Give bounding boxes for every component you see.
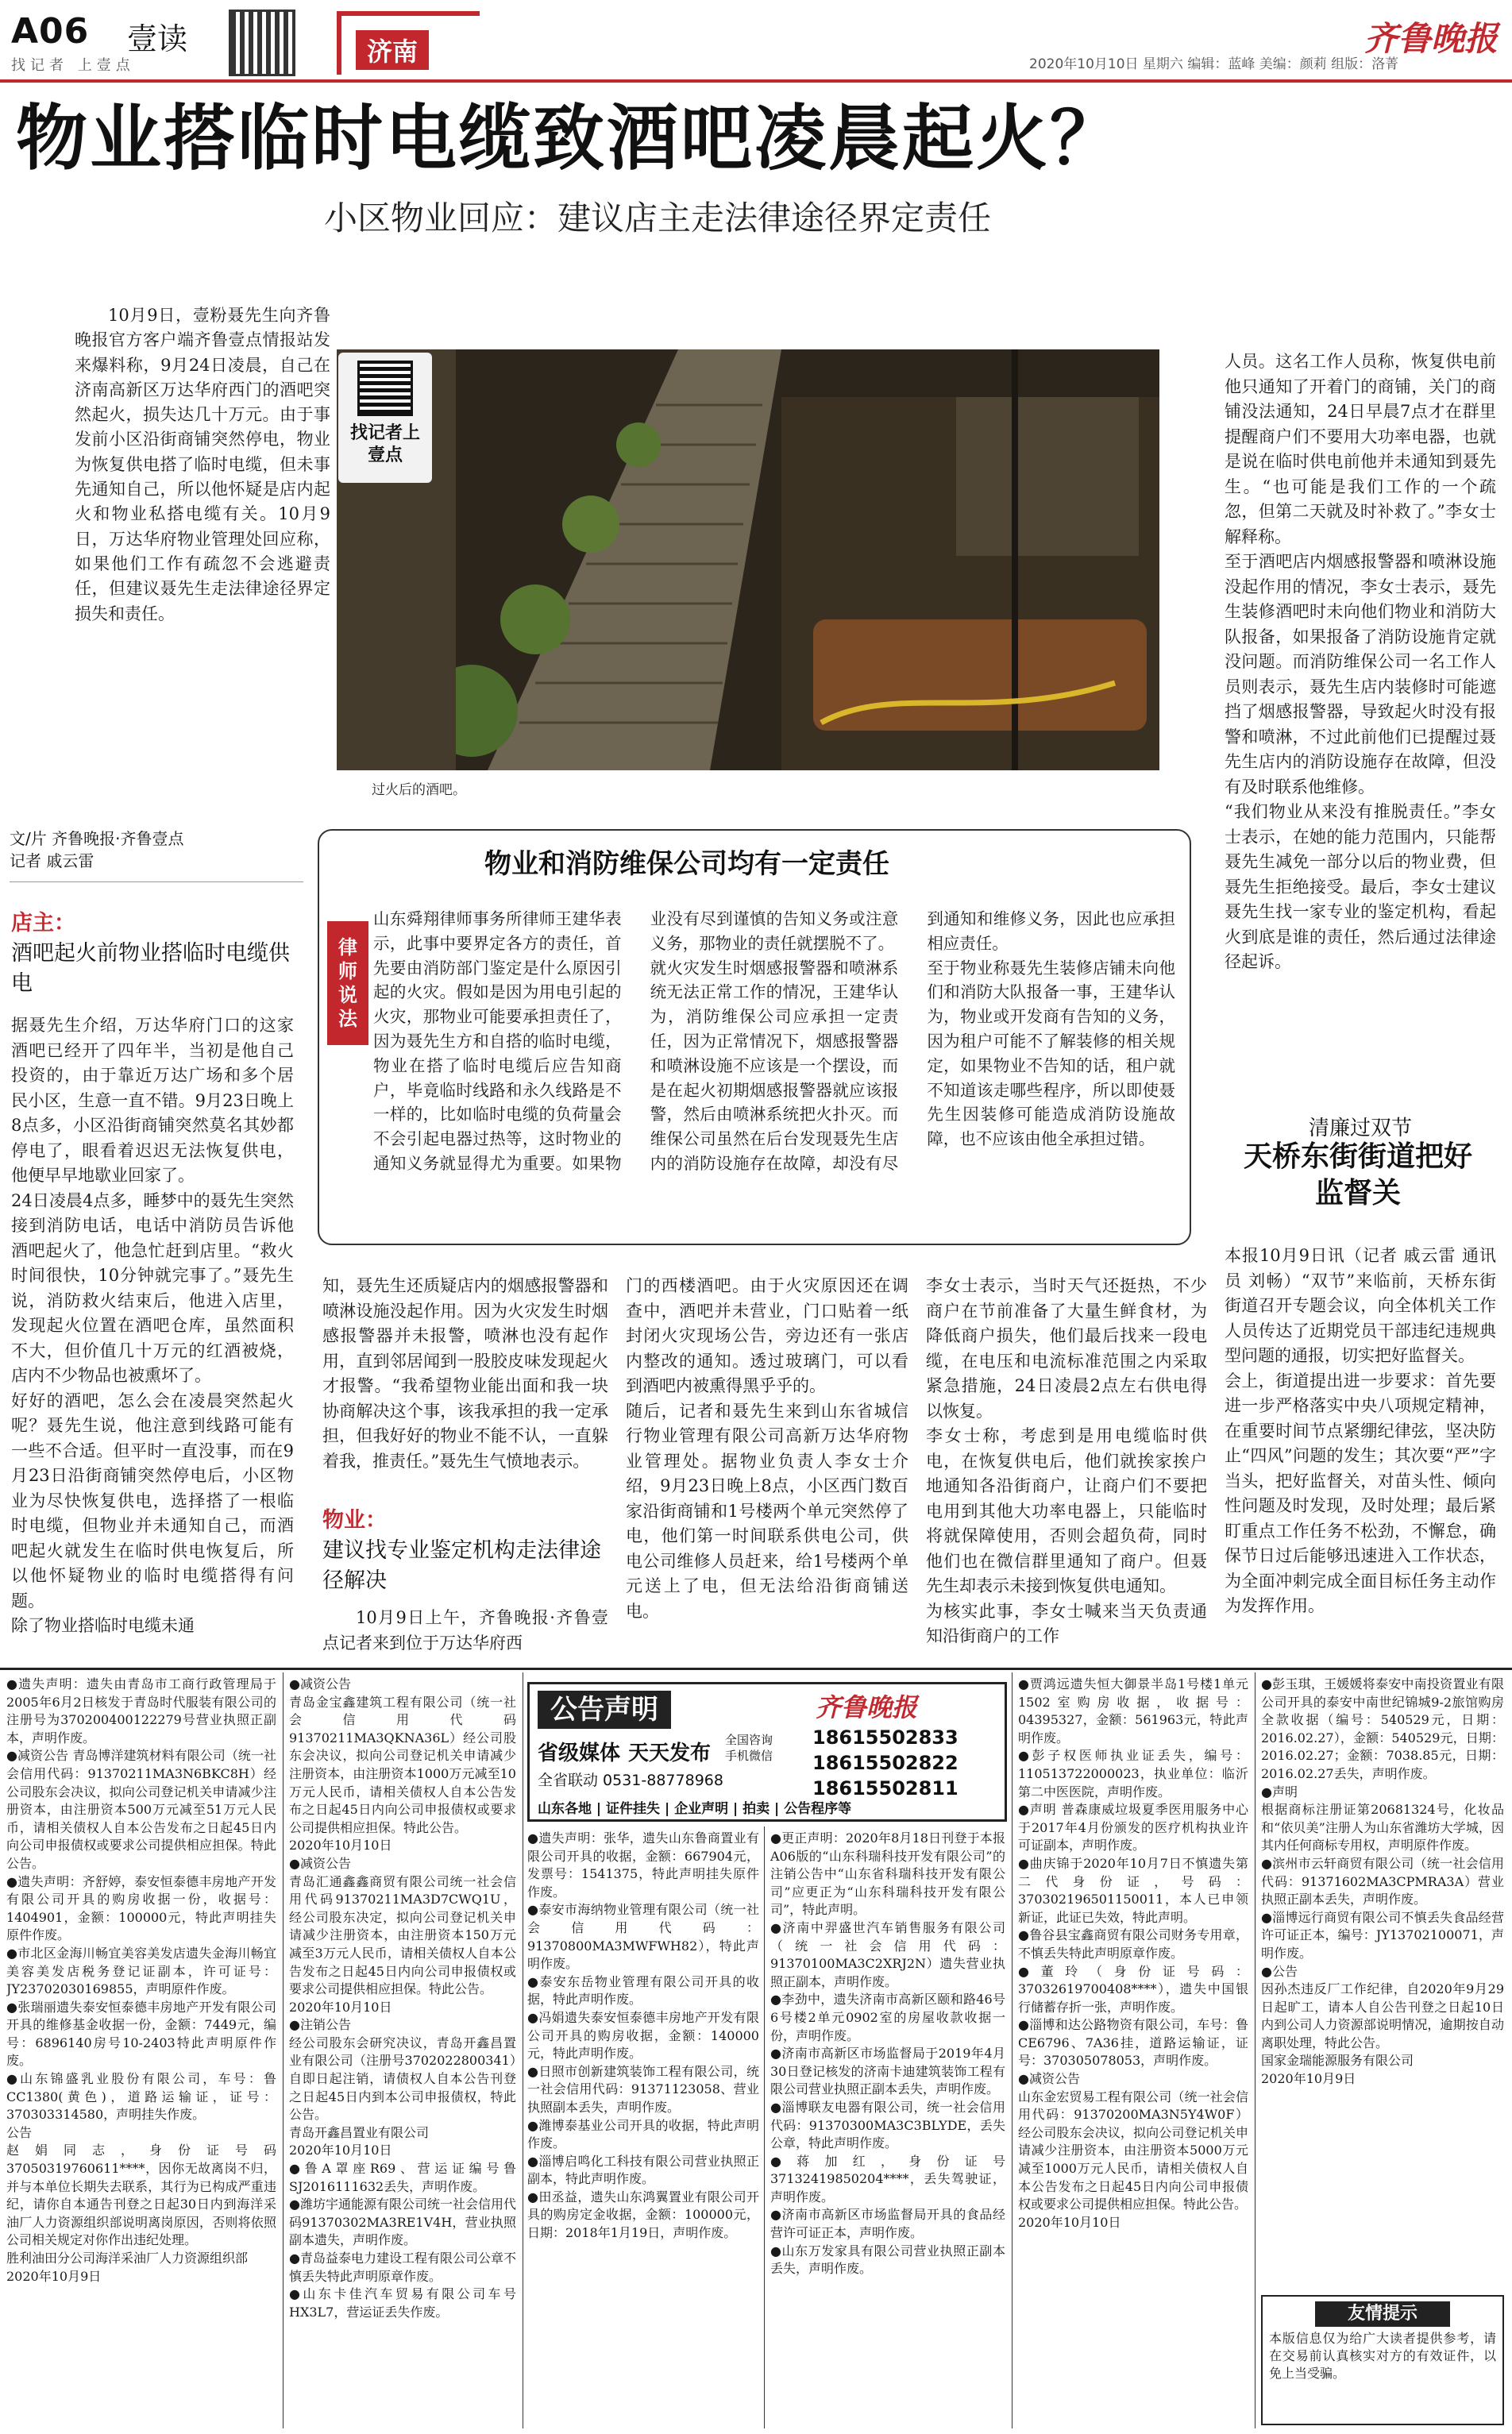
lawyer-tag: 律师说法 [327,921,368,1045]
byline-source: 文/片 齐鲁晚报·齐鲁壹点 [10,829,184,848]
badge-text: 找记者上壹点 [349,423,420,465]
ads-col-2: ●减资公告 青岛金宝鑫建筑工程有限公司（统一社会信用代码91370211MA3QKNA36L）经公司股东会决议，拟向公司登记机关申请减少注册资本，由注册资本1000万元减至10万元人民币，请相关债权人自本公告发布之日起45日内向公司申报债权或要求公司提供相应担保。特此公告。 2020年10月10日 ●减资公告 青岛汇通鑫鑫商贸有限公司统一社会信用代码91370211MA3D7CWQ1U，经公司股东决定，拟向公司登记机关申请减少注册资本，由注册资本150万元减至3万元人民币，请相关债权人自本公告发布之日起45日内向公司申报债权或要求公司提供相应担保。特此公告。 2020年10月10日 ●注销公告 经公司股东会研究决议，青岛开鑫昌置业有限公司（注册号3702022800341）自即日起注销，请债权人自本公告刊登之日起45日内到本公司申报债权，特此公告。 青岛开鑫昌置业有限公司 2020年10月10日 ●鲁A罩座R69、营运证编号鲁SJ2016111632丢失，声明作废。 ●潍坊宇通能源有限公司统一社会信用代码91370302MA3RE1V4H，营业执照副本遗失，声明作废。 ●青岛益泰电力建设工程有限公司公章不慎丢失特此声明原章作废。 ●山东卡佳汽车贸易有限公司车号HX3L7，营运证丢失作废。 [289,1676,516,2320]
subheadline: 小区物业回应：建议店主走法律途径界定责任 [324,199,992,237]
subhead-1-text: 酒吧起火前物业搭临时电缆供电 [11,941,290,996]
article-col-1: 据聂先生介绍，万达华府门口的这家酒吧已经开了四年半，当初是他自己投资的，由于靠近万达广场和多个居民小区，生意一直不错。9月23日晚上8点多，小区沿街商铺突然莫名其妙都停电了，眼看着迟迟无法恢复供电，他便早早地歇业回家了。 24日凌晨4点多，睡梦中的聂先生突然接到消防电话，电话中消防员告诉他酒吧起火了，他急忙赶到店里。“救火时间很快，10分钟就完事了。”聂先生说，消防救火结束后，他进入店里，发现起火位置在酒吧仓库，虽然面积不大，但价值几十万元的红酒被烧，店内不少物品也被熏坏了。 好好的酒吧，怎么会在凌晨突然起火呢？聂先生说，他注意到线路可能有一些不合适。但平时一直没事，而在9月23日沿街商铺突然停电后，小区物业为尽快恢复供电，选择搭了一根临时电缆，但物业并未通知自己，而酒吧起火就发生在临时供电恢复后，所以他怀疑物业的临时电缆搭得有问题。 除了物业搭临时电缆未通 [11,1016,294,1635]
article-col-3: 门的西楼酒吧。由于火灾原因还在调查中，酒吧并未营业，门口贴着一纸封闭火灾现场公告，旁边还有一张店内整改的通知。透过玻璃门，可以看到酒吧内被熏得黑乎乎的。 随后，记者和聂先生来到山东省城信行物业管理有限公司高新万达华府物业管理处。据物业负责人李女士介绍，9月23日晚上8点，小区西门数百家沿街商铺和1号楼两个单元突然停了电，他们第一时间联系供电公司，供电公司维修人员赶来，给1号楼两个单元送上了电，但无法给沿街商铺送电。 [626,1276,908,1621]
lawyer-body: 山东舜翔律师事务所律师王建华表示，此事中要界定各方的责任，首先要由消防部门鉴定是什么原因引起的火灾。假如是因为用电引起的火灾，那物业可能要承担责任了，因为聂先生方和自搭的临时电缆，物业在搭了临时电缆后应告知商户，毕竟临时线路和永久线路是不一样的，比如临时电缆的负荷量会不会引起电器过热等，这时物业的通知义务就显得尤为重要。如果物业没有尽到谨慎的告知义务或注意义务，那物业的责任就摆脱不了。 就火灾发生时烟感报警器和喷淋系统无法正常工作的情况，王建华认为，消防维保公司应承担一定责任，因为正常情况下，烟感报警器和喷淋设施不应该是一个摆设，而是在起火初期烟感报警器就应该报警，然后由喷淋系统把火扑灭。而维保公司虽然在后台发现聂先生店内的消防设施存在故障，却没有尽到通知和维修义务，因此也应承担相应责任。 至于物业称聂先生装修店铺未向他们和消防大队报备一事，王建华认为，物业或开发商有告知的义务，因为租户可能不了解装修的相关规定，如果物业不告知的话，租户就不知道该走哪些程序，所以即使聂先生因装修可能造成消防设施故障，也不应该由他全承担过错。 [373,909,1175,1173]
photo-scene [337,349,1159,770]
subhead-2-label: 物业： [322,1508,387,1533]
brand-logo: 齐鲁晚报 [1364,19,1498,58]
byline-rule [10,881,303,882]
subhead-1-label: 店主： [11,911,75,935]
ad-banner-phone-3: 18615502811 [812,1777,958,1799]
tips-body: 本版信息仅为给广大读者提供参考，请在交易前认真核实对方的有效证件，以免上当受骗。 [1269,2331,1496,2381]
lead-paragraph: 10月9日，壹粉聂先生向齐鲁晚报官方客户端齐鲁壹点情报站发来爆料称，9月24日凌晨，自己在济南高新区万达华府西门的酒吧突然起火，损失达几十万元。由于事发前小区沿街商铺突然停电，物业为恢复供电搭了临时电缆，但未事先通知自己，所以他怀疑是店内起火和物业私搭电缆有关。10月9日，万达华府物业管理处回应称，如果他们工作有疏忽不会逃避责任，但建议聂先生走法律途径界定损失和责任。 [75,306,330,623]
section-name: 壹读 [127,21,188,56]
ads-divider-1 [283,1672,284,2428]
article-col-2: 知，聂先生还质疑店内的烟感报警器和喷淋设施没起作用。因为火灾发生时烟感报警器并未报警，喷淋也没有起作用，直到邻居闻到一股胶皮味发现起火才报警。“我希望物业能出面和我一块协商解决这个事，该我承担的我一定承担，但我好好的物业不能不认，一直躲着我，推责任。”聂先生气愤地表示。 [322,1276,608,1471]
page-meta: 2020年10月10日 星期六 编辑：蓝峰 美编：颜莉 组版：洛菁 [1029,56,1399,72]
photo-caption: 过火后的酒吧。 [372,782,466,798]
city-tag: 济南 [356,30,429,70]
ads-divider-3 [764,1826,765,2428]
ad-banner-title: 公告声明 [538,1691,671,1729]
subhead-property [322,1506,608,1596]
subhead-store-owner [11,908,305,999]
ad-banner-tags: 山东各地 | 证件挂失 | 企业声明 | 拍卖 | 公告程序等 [538,1801,852,1817]
header-rule [0,79,1512,83]
ad-banner-brand: 齐鲁晚报 [816,1692,918,1722]
article-col-5: 人员。这名工作人员称，恢复供电前他只通知了开着门的商铺，关门的商铺没法通知，24日早晨7点才在群里提醒商户们不要用大功率电器，也就是说在临时供电前他并未通知到聂先生。“也可能是我们工作的一个疏忽，但第二天就及时补救了。”李女士解释称。 至于酒吧店内烟感报警器和喷淋设施没起作用的情况，李女士表示，聂先生装修酒吧时未向他们物业和消防大队报备，如果报备了消防设施肯定就没问题。而消防维保公司一名工作人员则表示，聂先生店内装修时可能遮挡了烟感报警器，导致起火时没有报警和喷淋，不过此前他们已提醒过聂先生店内的消防设施存在故障，但没有及时联系他维修。 “我们物业从来没有推脱责任。”李女士表示，在她的能力范围内，只能帮聂先生减免一部分以后的物业费，但聂先生拒绝接受。最后，李女士建议聂先生找一家专业的鉴定机构，看起火到底是谁的责任，然后通过法律途径起诉。 [1225,352,1496,971]
headline: 物业搭临时电缆致酒吧凌晨起火？ [16,97,1124,180]
ads-col-5: ●贾鸿远遗失恒大御景半岛1号楼1单元1502室购房收据，收据号：04395327，金额：561963元，特此声明作废。 ●彭子权医师执业证丢失，编号：110513722000023，执业单位：临沂第二中医医院，声明作废。 ●声明 普森康威垃圾夏季医用服务中心于2017年4月份颁发的医疗机构执业许可证副本，声明作废。 ●曲庆锦于2020年10月7日不慎遗失第二代身份证，号码：370302196501150011，本人已申领新证，此证已失效，特此声明。 ●鲁谷县宝鑫商贸有限公司财务专用章，不慎丢失特此声明原章作废。 ●董玲（身份证号码：37032619700408****），遗失中国银行储蓄存折一张，声明作废。 ●淄博和达公路物资有限公司，车号：鲁CE6796、7A36挂，道路运输证，证号：370305078053，声明作废。 ●减资公告 山东金宏贸易工程有限公司（统一社会信用代码：91370200MA3N5Y4W0F）经公司股东会决议，拟向公司登记机关申请减少注册资本，由注册资本5000万元减至1000万元人民币，请相关债权人自本公告发布之日起45日内向公司申报债权或要求公司提供相应担保。特此公告。 2020年10月10日 [1018,1676,1248,2230]
ad-banner-slogan-1: 省级媒体 [538,1742,621,1765]
editors-line: 找记者 上壹点 [11,57,135,74]
ad-banner-slogan-2: 天天发布 [628,1742,712,1765]
tips-title: 友情提示 [1315,2301,1450,2327]
article-col-2b: 10月9日上午，齐鲁晚报·齐鲁壹点记者来到位于万达华府西 [322,1608,608,1653]
ad-banner-hotline: 全省联动 0531-88778968 [538,1772,723,1789]
ad-banner-phone-1: 18615502833 [812,1726,958,1749]
ads-col-3: ●遗失声明：张华，遗失山东鲁商置业有限公司开具的收据，金额：667904元，发票号：1541375，特此声明挂失原件作废。 ●泰安市海纳物业管理有限公司（统一社会信用代码：91370800MA3MWFWH82），特此声明作废。 ●泰安东岳物业管理有限公司开具的收据，特此声明作废。 ●冯娟遗失泰安恒泰德丰房地产开发有限公司开具的购房收据，金额：140000元，特此声明作废。 ●日照市创新建筑装饰工程有限公司，统一社会信用代码：91371123058、营业执照副本丢失，声明作废。 ●潍博泰基业公司开具的收据，特此声明作废。 ●淄博启鸣化工科技有限公司营业执照正副本，特此声明作废。 ●田丞益，遗失山东鸿翼置业有限公司开具的购房定金收据，金额：100000元，日期：2018年1月19日，声明作废。 [527,1830,759,2241]
ad-banner [527,1682,1007,1822]
side-kicker: 清廉过双节 [1309,1117,1413,1140]
ads-top-rule [0,1668,1512,1670]
ad-banner-phone-2: 18615502822 [812,1752,958,1774]
ads-col-6: ●彭玉琪，王媛媛将泰安中南投资置业有限公司开具的泰安中南世纪锦城9-2旅馆购房全款收据（编号：540529元，日期：2016.02.27），金额：540529元，日期：2016.02.27；金额：7038.85元，日期：2016.02.27丢失，声明作废。 ●声明 根据商标注册证第20681324号，化妆品和“依贝美”注册人为山东省潍坊大学城，因其内任何商标专用权，声明原件作废。 ●滨州市云轩商贸有限公司（统一社会信用代码：91371602MA3CPMRA3A）营业执照正副本丢失，声明作废。 ●淄博远行商贸有限公司不慎丢失食品经营许可证正本，编号：JY13702100071，声明作废。 ●公告 因孙杰违反厂工作纪律，自2020年9月29日起旷工，请本人自公告刊登之日起10日内到公司人力资源部说明情况，逾期按自动离职处理，特此公告。 国家金瑞能源服务有限公司 2020年10月9日 [1261,1676,1504,2087]
lawyer-title: 物业和消防维保公司均有一定责任 [484,848,889,880]
side-title: 天桥东街街道把好监督关 [1243,1140,1472,1209]
qr-code [229,10,295,76]
badge-qr-icon [357,361,413,416]
fire-photo [337,349,1159,770]
page-number: A06 [11,11,90,52]
ads-divider-5 [1255,1672,1256,2428]
photo-badge [338,353,432,483]
side-body: 本报10月9日讯（记者 戚云雷 通讯员 刘畅）“双节”来临前，天桥东街街道召开专题会议，向全体机关工作人员传达了近期党员干部违纪违规典型问题的通报，切实把好监督关。 会上，街道提出进一步要求：首先要进一步严格落实中央八项规定精神，在重要时间节点紧绷纪律弦，坚决防止“四风”问题的发生；其次要“严”字当头，把好监督关，对苗头性、倾向性问题及时发现，及时处理；最后紧盯重点工作任务不松劲，不懈怠，确保节日过后能够迅速进入工作状态，为全面冲刺完成全面目标任务主动作为发挥作用。 [1225,1246,1496,1615]
article-col-4: 李女士表示，当时天气还挺热，不少商户在节前准备了大量生鲜食材，为降低商户损失，他们最后找来一段电缆，在电压和电流标准范围之内采取紧急措施，24日凌晨2点左右供电得以恢复。 李女士称，考虑到是用电缆临时供电，在恢复供电后，他们就挨家挨户地通知各沿街商户，让商户们不要把电用到其他大功率电器上，只能临时将就保障使用，否则会超负荷，同时他们也在微信群里通知了商户。但聂先生却表示未接到恢复供电通知。 为核实此事，李女士喊来当天负责通知沿街商户的工作 [926,1276,1207,1645]
byline-reporter: 记者 戚云雷 [10,851,94,870]
ads-col-4: ●更正声明：2020年8月18日刊登于本报A06版的“山东科瑞科技开发有限公司”的注销公告中“山东省科瑞科技开发有限公司”应更正为“山东科瑞科技开发有限公司”，特此声明。 ●济南中羿盛世汽车销售服务有限公司（统一社会信用代码：91370100MA3C2XRJ2N）遗失营业执照正副本，声明作废。 ●李劲中，遗失济南市高新区颐和路46号6号楼2单元0902室的房屋收款收据一份，声明作废。 ●济南市高新区市场监督局于2019年4月30日登记核发的济南卡迪建筑装饰工程有限公司营业执照正副本丢失，声明作废。 ●淄博联友电器有限公司，统一社会信用代码：91370300MA3C3BLYDE，丢失公章，特此声明作废。 ●蒋加红，身份证号37132419850204****，丢失驾驶证，声明作废。 ●济南市高新区市场监督局开具的食品经营许可证正本，声明作废。 ●山东万发家具有限公司营业执照正副本丢失，声明作废。 [770,1830,1005,2277]
subhead-2-text: 建议找专业鉴定机构走法律途径解决 [322,1538,601,1593]
ads-col-1: ●遗失声明：遗失由青岛市工商行政管理局于2005年6月2日核发于青岛时代服装有限公司的注册号为370200400122279号营业执照正副本，声明作废。 ●减资公告 青岛博洋建筑材料有限公司（统一社会信用代码：91370211MA3N6BKC8H）经公司股东会决议，拟向公司登记机关申请减少注册资本，由注册资本500万元减至51万元人民币，请相关债权人自本公告发布之日起45日内向公司申报债权或要求公司提供相应担保。特此公告。 ●遗失声明：齐舒婷，泰安恒泰德丰房地产开发有限公司开具的购房收据一份，收据号：1404901，金额：100000元，特此声明挂失原件作废。 ●市北区金海川畅宜美容美发店遗失金海川畅宜美容美发店税务登记证副本，许可证号：JY23702030169855，声明原件作废。 ●张瑞丽遗失泰安恒泰德丰房地产开发有限公司开具的维修基金收据一份，金额：7449元，编号：6896140房号10-2403特此声明原件作废。 ●山东锦盛乳业股份有限公司，车号：鲁CC1380(黄色)，道路运输证，证号：370303314580，声明挂失作废。 公告 赵娟同志，身份证号码37050319760611****，因你无故离岗不归，并与本单位长期失去联系，其行为已构成严重违纪，请你自本通告刊登之日起30日内到海洋采油厂人力资源组织部说明离岗原因，否则将依照公司相关规定对你作出违纪处理。 胜利油田分公司海洋采油厂人力资源组织部 2020年10月9日 [6,1676,276,2284]
tips-box [1261,2295,1504,2425]
ad-banner-phone-label: 全国咨询 手机微信 [725,1733,773,1763]
